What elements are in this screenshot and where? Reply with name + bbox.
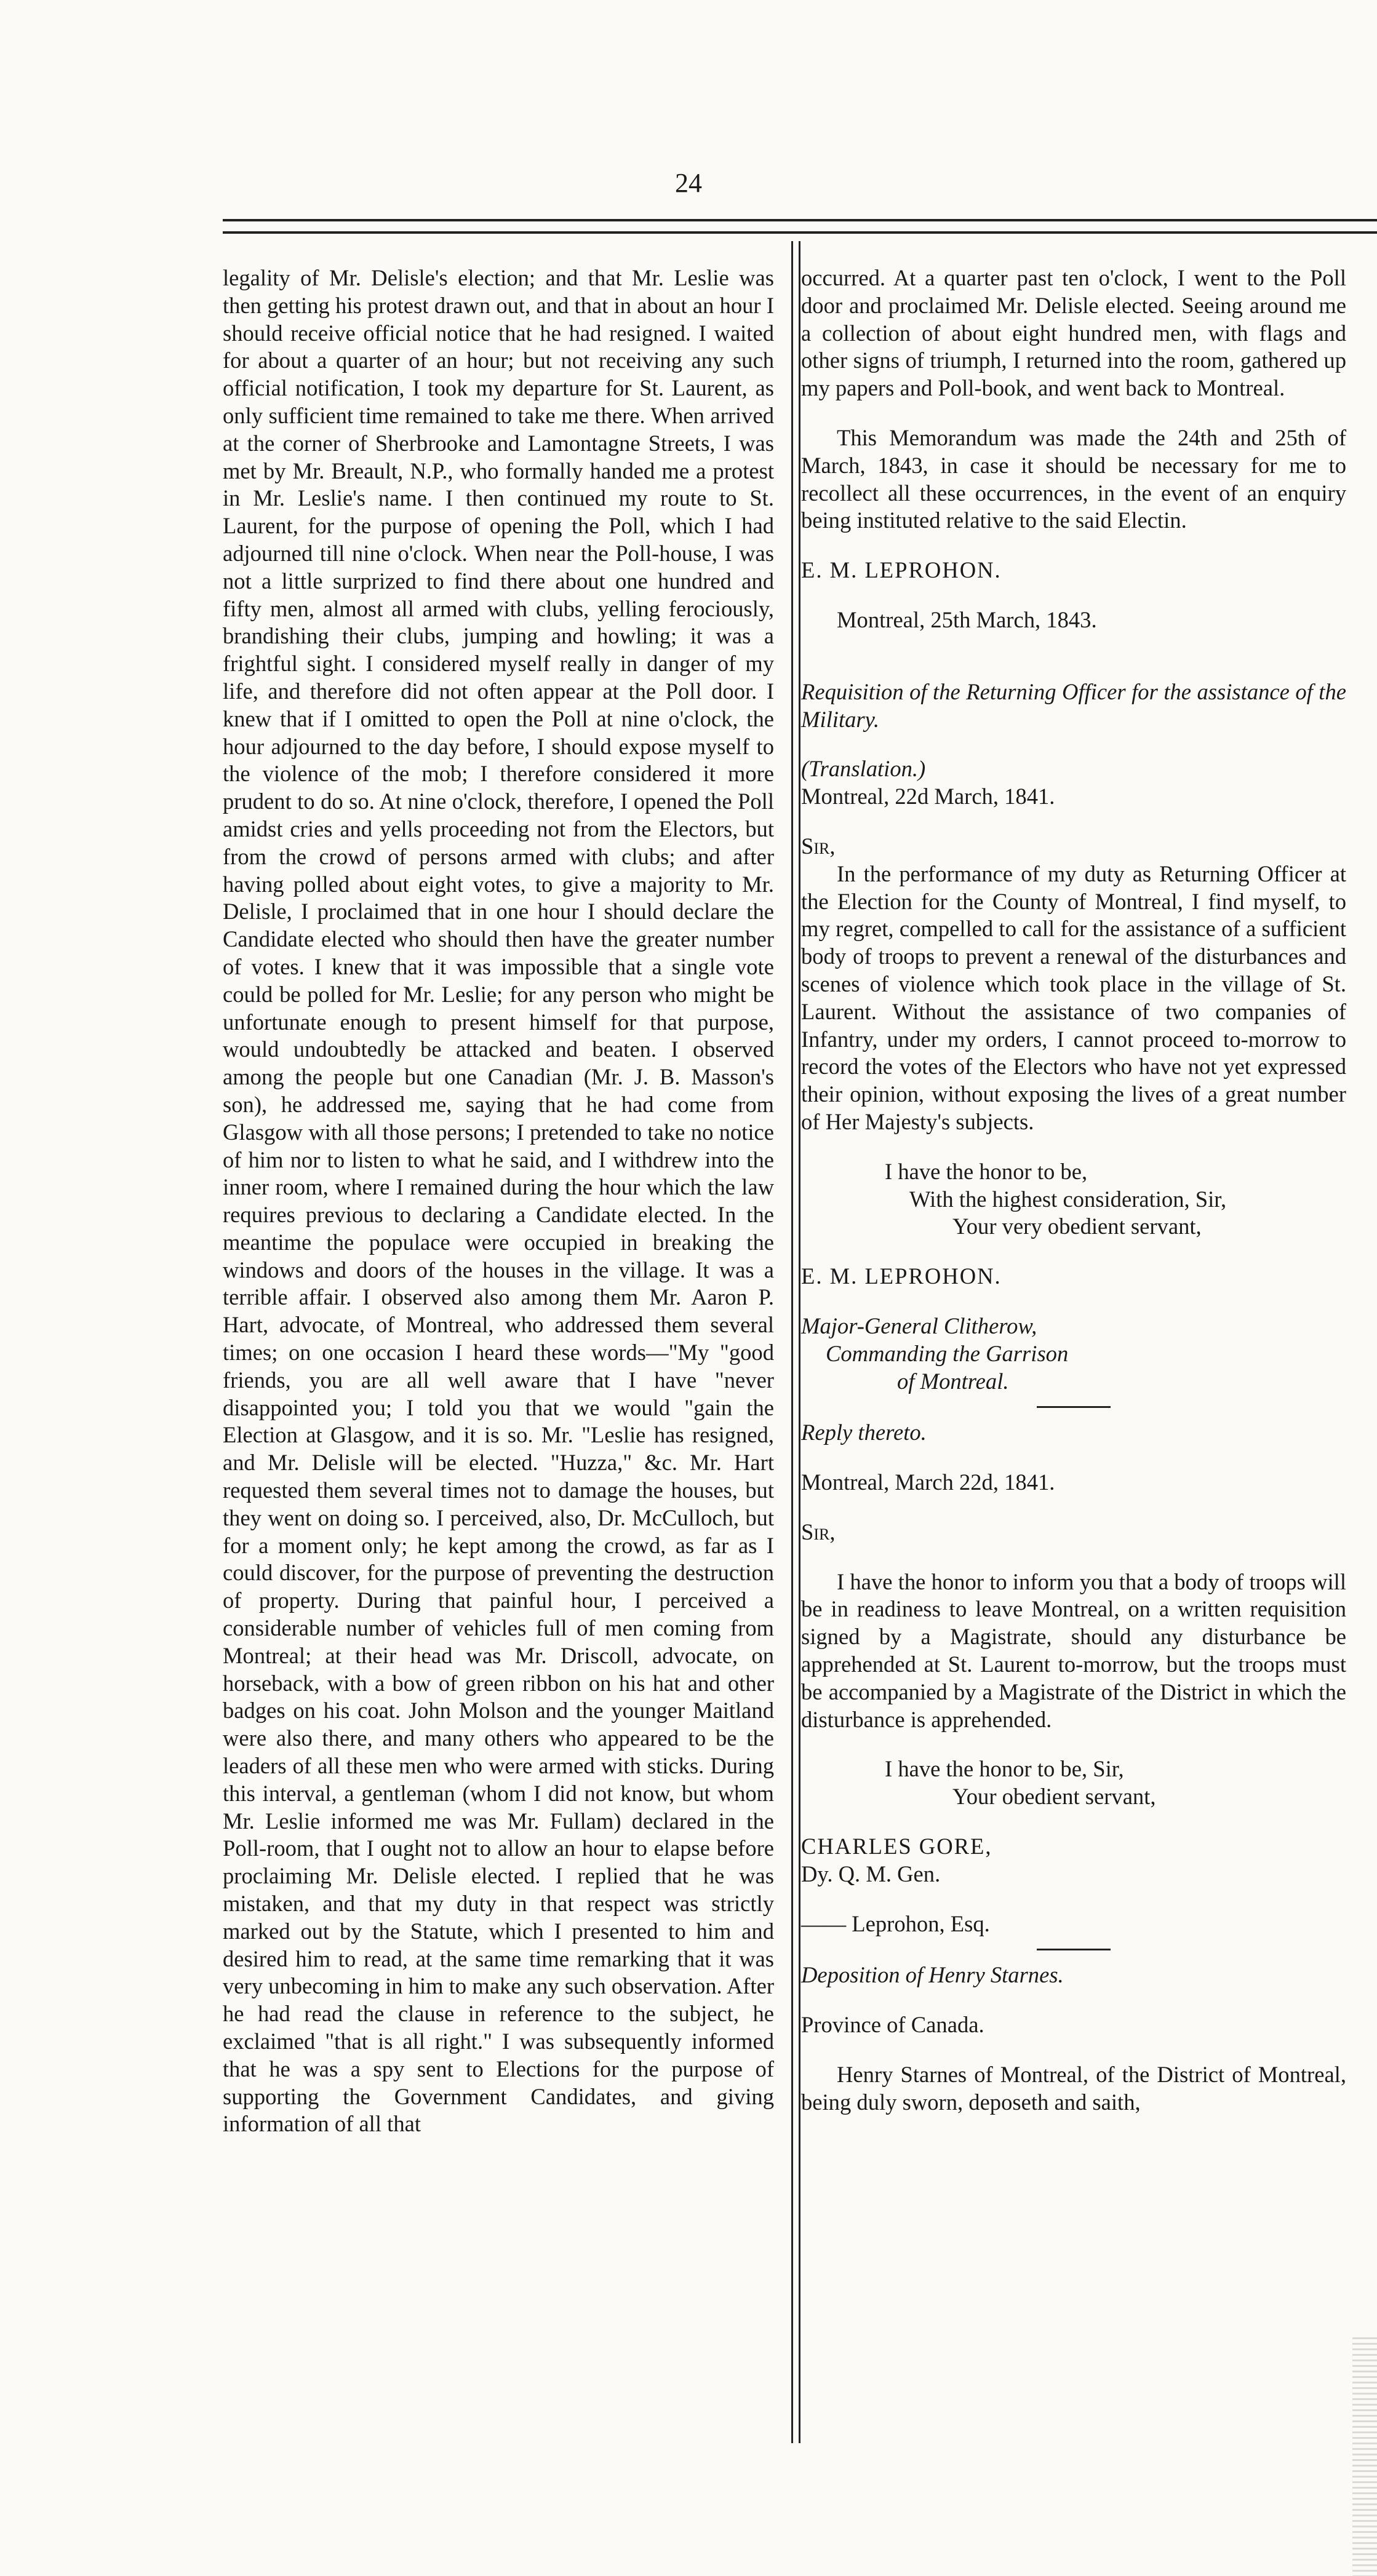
signature-leprohon-1: E. M. LEPROHON. (801, 557, 1002, 583)
paragraph-deposition: Henry Starnes of Montreal, of the District of Montreal, being duly sworn, deposeth and saith, (801, 2062, 1346, 2115)
signature-gore: CHARLES GORE, (801, 1834, 992, 1859)
section-separator-1 (1037, 1406, 1111, 1408)
left-column-text: legality of Mr. Delisle's election; and that Mr. Leslie was then getting his protest drawn out, and that in about an hour I should receive official notice that he had resigned. I waited for about a quarter of an hour; but not receiving any such official notification, I took my departure for St. Laurent, as only sufficient time remained to take me there. When arrived at the corner of Sherbrooke and Lamontagne Streets, I was met by Mr. Breault, N.P., who formally handed me a protest in Mr. Leslie's name. I then continued my route to St. Laurent, for the purpose of opening the Poll, which I had adjourned till nine o'clock. When near the Poll-house, I was not a little surprized to find there about one hundred and fifty men, almost all armed with clubs, yelling ferociously, brandishing their clubs, jumping and howling; it was a frightful sight. I considered myself really in danger of my life, and therefore did not often appear at the Poll door. I knew that if I omitted to open the Poll at nine o'clock, the hour adjourned to the day before, I should expose myself to the violence of the mob; I therefore considered it more prudent to do so. At nine o'clock, therefore, I opened the Poll amidst cries and yells proceeding not from the Electors, but from the crowd of persons armed with clubs; and after having polled about eight votes, to give a majority to Mr. Delisle, I proclaimed that in one hour I should declare the Candidate elected who should then have the greater number of votes. I knew that it was impossible that a single vote could be polled for Mr. Leslie; for any person who might be unfortunate enough to present himself for that purpose, would undoubtedly be attacked and beaten. I observed among the people but one Canadian (Mr. J. B. Masson's son), he addressed me, saying that he had come from Glasgow with all those persons; I pretended to take no notice of him nor to listen to what he said, and I withdrew into the inner room, where I remained during the hour which the law requires previous to declaring a Candidate elected. In the meantime the populace were occupied in breaking the windows and doors of the houses in the village. It was a terrible affair. I observed also among them Mr. Aaron P. Hart, advocate, of Montreal, who addressed them several times; on one occasion I heard these words—"My "good friends, you are all well aware that I have "never disappointed you; I told you that we would "gain the Election at Glasgow, and it is so. Mr. "Leslie has resigned, and Mr. Delisle will be elected. "Huzza," &c. Mr. Hart requested them several times not to damage the houses, but they went on doing so. I perceived, also, Dr. McCulloch, but for a moment only; he kept among the crowd, as far as I could discover, for the purpose of preventing the destruction of property. During that painful hour, I perceived a considerable number of vehicles full of men coming from Montreal; at their head was Mr. Driscoll, advocate, on horseback, with a bow of green ribbon on his hat and other badges on his coat. John Molson and the younger Maitland were also there, and many others who appeared to be the leaders of all these men who were armed with sticks. During this interval, a gentleman (whom I did not know, but whom Mr. Leslie informed me was Mr. Fullam) declared in the Poll-room, that I ought not to allow an hour to elapse before proclaiming Mr. Delisle elected. I replied that he was mistaken, and that my duty in that respect was strictly marked out by the Statute, which I presented to him and desired him to read, at the same time remarking that it was very unbecoming in him to make any such observation. After he had read the clause in reference to the subject, he exclaimed "that is all right." I was subsequently informed that he was a spy sent to Elections for the purpose of supporting the Government Candidates, and giving information of all that (223, 265, 774, 2137)
paragraph-memorandum: This Memorandum was made the 24th and 25th of March, 1843, in case it should be necessary for me to recollect all these occurrences, in the event of an enquiry being instituted relative to the said Electin. (801, 424, 1346, 533)
closing-line-5: Your obedient servant, (952, 1784, 1156, 1810)
left-column (223, 264, 774, 2138)
paragraph-reply: I have the honor to inform you that a body of troops will be in readiness to leave Montreal, on a written requisition signed by a Magistrate, should any disturbance be apprehended at St. Laurent to-morrow, but the troops must be accompanied by a Magistrate of the District in which the disturbance is apprehended. (801, 1568, 1346, 1732)
header-rule-bottom (223, 231, 1377, 234)
section-separator-2 (1037, 1949, 1111, 1950)
closing-line-2: With the highest consideration, Sir, (909, 1186, 1227, 1212)
addressee-line-1: Major-General Clitherow, (801, 1313, 1037, 1338)
page-edge-scan-artifact (1352, 2337, 1377, 2576)
dateline-reply: Montreal, March 22d, 1841. (801, 1469, 1055, 1495)
signature-gore-title: Dy. Q. M. Gen. (801, 1861, 941, 1886)
heading-requisition: Requisition of the Returning Officer for the assistance of the Military. (801, 678, 1346, 732)
addressee-line-2: Commanding the Garrison (826, 1340, 1069, 1366)
heading-reply: Reply thereto. (801, 1420, 927, 1445)
salutation-requisition: Sir, (801, 833, 836, 859)
paragraph-occurred: occurred. At a quarter past ten o'clock, I went to the Poll door and proclaimed Mr. Delisle elected. Seeing around me a collection of about eight hundred men, with flags and other signs of triumph, I returned into the room, gathered up my papers and Poll-book, and went back to Montreal. (801, 265, 1346, 401)
province-line: Province of Canada. (801, 2012, 984, 2038)
signature-leprohon-2: E. M. LEPROHON. (801, 1263, 1002, 1289)
closing-line-4: I have the honor to be, Sir, (885, 1756, 1124, 1782)
dateline-memorandum: Montreal, 25th March, 1843. (837, 606, 1097, 632)
column-divider-right (799, 241, 800, 2443)
heading-deposition: Deposition of Henry Starnes. (801, 1962, 1064, 1988)
recipient-line: —— Leprohon, Esq. (801, 1910, 990, 1936)
closing-line-3: Your very obedient servant, (952, 1214, 1202, 1239)
translation-note: (Translation.) (801, 756, 926, 782)
page-number: 24 (675, 168, 702, 198)
dateline-requisition: Montreal, 22d March, 1841. (801, 784, 1055, 809)
closing-line-1: I have the honor to be, (885, 1158, 1088, 1184)
column-divider-left (791, 241, 793, 2443)
header-rule-top (223, 219, 1377, 221)
salutation-reply: Sir, (801, 1519, 836, 1544)
addressee-line-3: of Montreal. (897, 1368, 1009, 1394)
paragraph-requisition: In the performance of my duty as Returning Officer at the Election for the County of Montreal, I find myself, to my regret, compelled to call for the assistance of a sufficient body of troops to prevent a renewal of the disturbances and scenes of violence which took place in the village of St. Laurent. Without the assistance of two companies of Infantry, under my orders, I cannot proceed to-morrow to record the votes of the Electors who have not yet expressed their opinion, without exposing the lives of a great number of Her Majesty's subjects. (801, 861, 1346, 1134)
right-column (801, 264, 1346, 2117)
